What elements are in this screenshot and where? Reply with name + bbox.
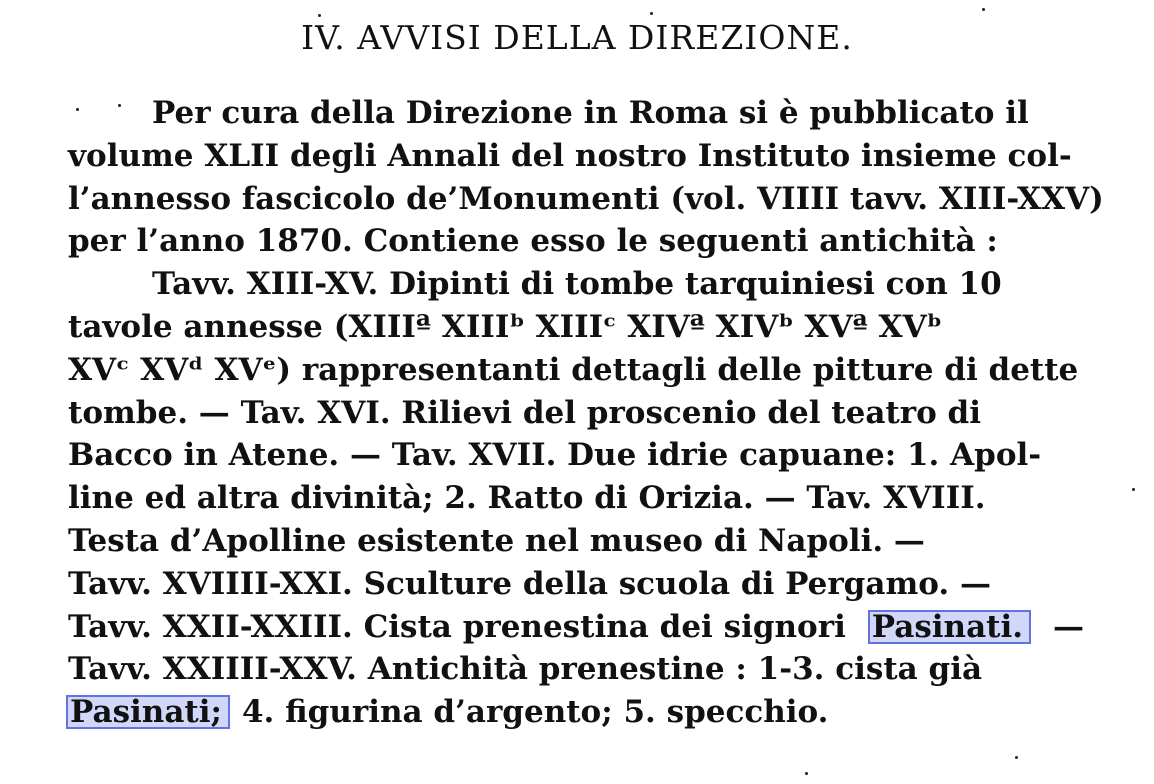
scan-speck bbox=[650, 12, 653, 15]
text-line-3: l’annesso fascicolo de’Monumenti (vol. VIIII tavv. XIII-XXV) bbox=[68, 180, 1104, 217]
body-text bbox=[68, 92, 1104, 734]
highlighted-word-pasinati-2[interactable]: Pasinati; bbox=[68, 697, 228, 727]
text-line-7: XVᶜ XVᵈ XVᵉ) rappresentanti dettagli delle pitture di dette bbox=[68, 351, 1079, 388]
text-line-9: Bacco in Atene. — Tav. XVII. Due idrie capuane: 1. Apol- bbox=[68, 437, 1042, 474]
scan-speck bbox=[982, 8, 985, 11]
text-line-10: line ed altra divinità; 2. Ratto di Orizia. — Tav. XVIII. bbox=[68, 480, 986, 517]
scan-speck bbox=[805, 772, 808, 775]
text-line-5: Tavv. XIII-XV. Dipinti di tombe tarquiniesi con 10 bbox=[152, 266, 1002, 303]
text-line-14: Tavv. XXIIII-XXV. Antichità prenestine : 1-3. cista già bbox=[68, 651, 983, 688]
highlighted-word-pasinati[interactable]: Pasinati. bbox=[870, 612, 1029, 642]
line-13-text: Tavv. XXII-XXIII. Cista prenestina dei signori bbox=[68, 608, 846, 645]
text-line-6: tavole annesse (XIIIª XIIIᵇ XIIIᶜ XIVª XIVᵇ XVª XVᵇ bbox=[68, 308, 943, 345]
text-line-8: tombe. — Tav. XVI. Rilievi del proscenio del teatro di bbox=[68, 394, 981, 431]
scan-speck bbox=[1132, 488, 1135, 491]
text-line-2: volume XLII degli Annali del nostro Instituto insieme col- bbox=[68, 137, 1072, 174]
scan-speck bbox=[318, 14, 321, 17]
section-title: IV. AVVISI DELLA DIREZIONE. bbox=[301, 18, 853, 57]
text-line-12: Tavv. XVIIII-XXI. Sculture della scuola di Pergamo. — bbox=[68, 565, 991, 602]
line-15-text: 4. figurina d’argento; 5. specchio. bbox=[241, 694, 829, 731]
text-line-15 bbox=[68, 691, 1084, 734]
text-line-11: Testa d’Apolline esistente nel museo di Napoli. — bbox=[68, 522, 925, 559]
scan-speck bbox=[76, 108, 79, 111]
scan-speck bbox=[1015, 756, 1018, 759]
text-line-4: per l’anno 1870. Contiene esso le seguenti antichità : bbox=[68, 223, 998, 260]
scan-speck bbox=[118, 104, 121, 107]
text-line-1: Per cura della Direzione in Roma si è pubblicato il bbox=[152, 95, 1029, 131]
line-13-dash: — bbox=[1052, 608, 1084, 645]
text-line-13 bbox=[68, 606, 1084, 649]
